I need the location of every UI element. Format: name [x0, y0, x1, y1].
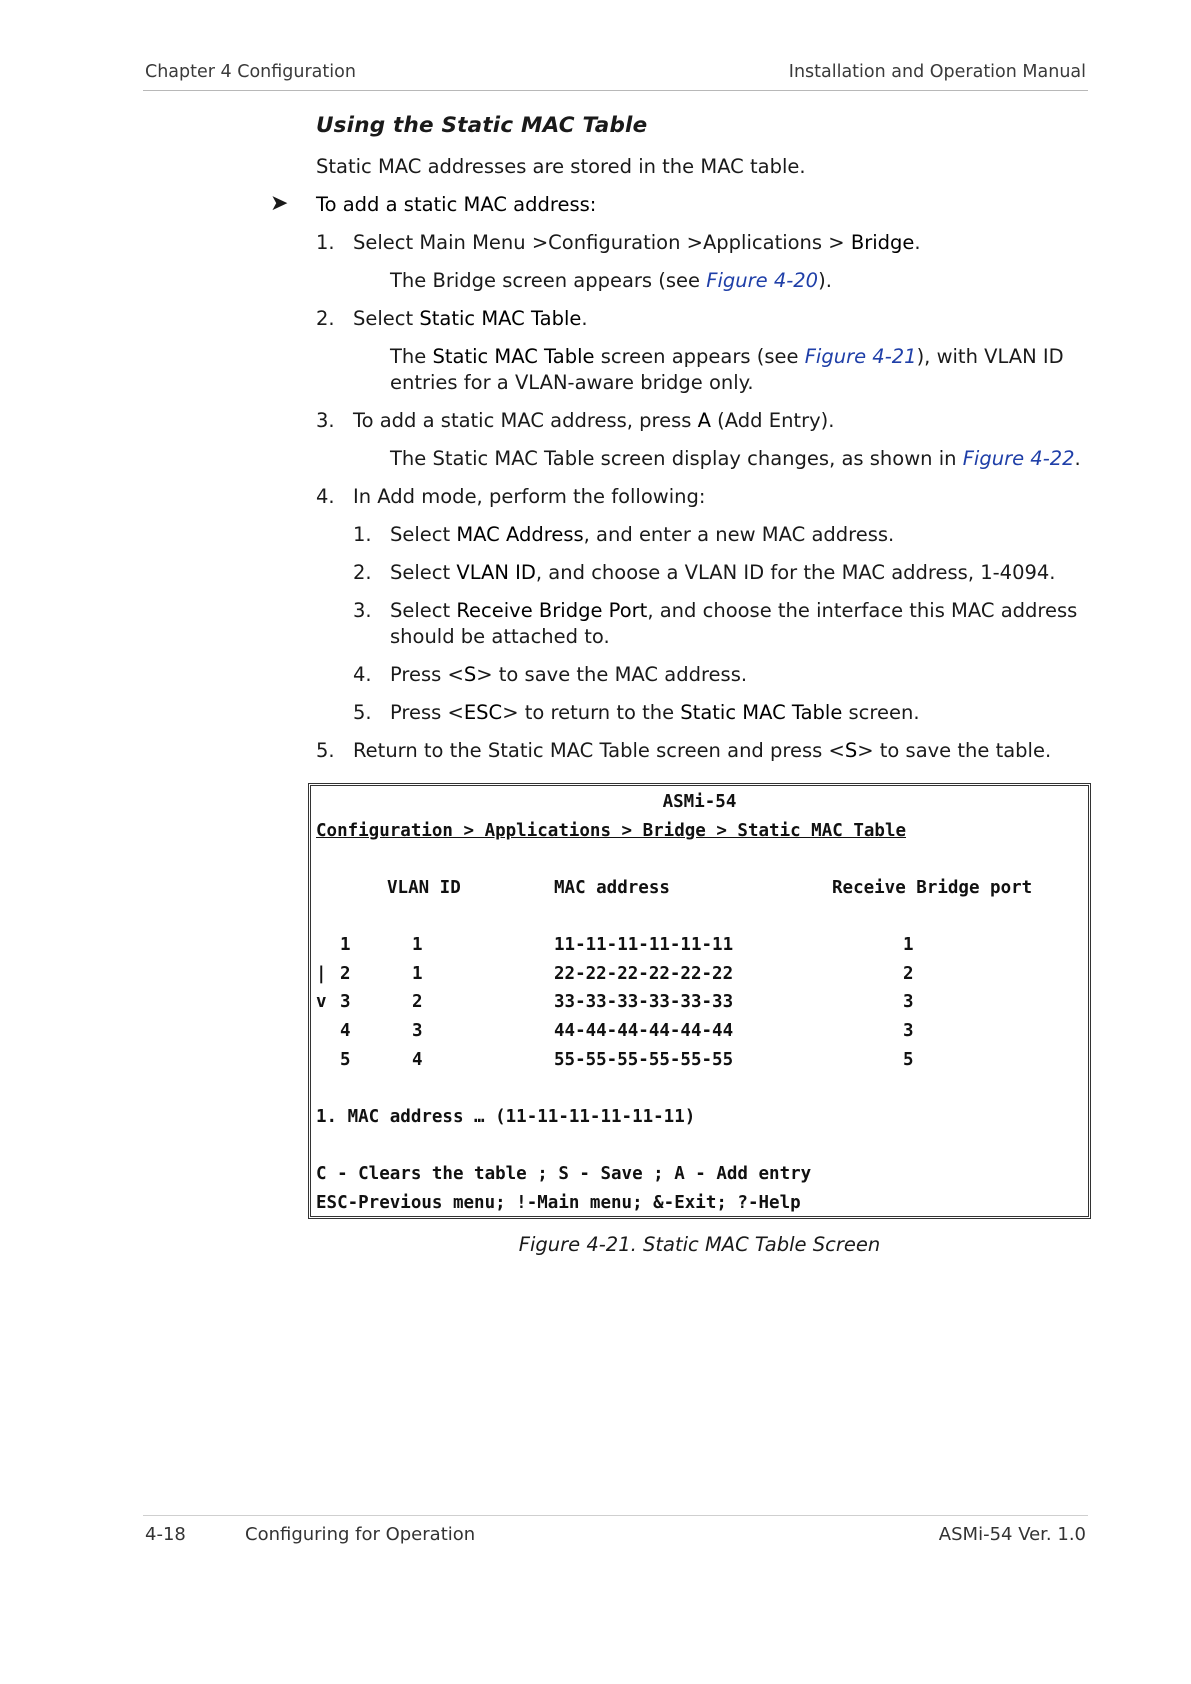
step-text: , and enter a new MAC address. [583, 523, 895, 546]
step-text: Select [390, 523, 457, 546]
screen-breadcrumb: Configuration > Applications > Bridge > Static MAC Table [316, 821, 907, 841]
mac-address-field[interactable]: 1. MAC address … (11-11-11-11-11-11) [316, 1107, 696, 1127]
navigation-line: ESC-Previous menu; !-Main menu; &-Exit; ?-Help [316, 1193, 801, 1213]
substep-4-3 [316, 598, 1096, 650]
step-number: 3. [316, 409, 335, 432]
row-port: 5 [903, 1050, 914, 1070]
row-port: 2 [903, 964, 914, 984]
menu-item-static-mac: Static MAC Table [419, 307, 582, 330]
note-text: screen appears (see [594, 345, 805, 368]
chapter-label: Chapter 4 Configuration [145, 62, 356, 82]
note-text: The [390, 345, 433, 368]
column-header-receive-port: Receive Bridge port [832, 878, 1033, 898]
step-text: . [581, 307, 588, 330]
step-number: 1. [316, 231, 335, 254]
step-text: Select Main Menu >Configuration >Applications > [353, 231, 851, 254]
step-3 [316, 408, 1096, 434]
row-mac: 33-33-33-33-33-33 [554, 992, 734, 1012]
page-number: 4-18 [145, 1524, 186, 1545]
row-vlan: 1 [412, 935, 423, 955]
screen-name: Static MAC Table [432, 345, 595, 368]
row-index: 2 [340, 964, 351, 984]
row-index: 4 [340, 1021, 351, 1041]
procedure-title: To add a static MAC address: [316, 193, 597, 216]
step-text: Press < [390, 701, 464, 724]
manual-title: Installation and Operation Manual [788, 62, 1086, 82]
footer-product: ASMi-54 Ver. 1.0 [938, 1524, 1086, 1545]
row-port: 1 [903, 935, 914, 955]
step-text: Select [353, 307, 420, 330]
substep-number: 5. [353, 701, 372, 724]
scroll-down-icon: v [316, 992, 327, 1012]
row-index: 3 [340, 992, 351, 1012]
step-text: > to save the MAC address. [476, 663, 748, 686]
step-text: Select [390, 599, 457, 622]
row-mac: 55-55-55-55-55-55 [554, 1050, 734, 1070]
note-text: . [1074, 447, 1081, 470]
key-s: S [844, 739, 858, 762]
row-index: 1 [340, 935, 351, 955]
step-text: Select [390, 561, 457, 584]
step-text: Return to the Static MAC Table screen and press < [353, 739, 845, 762]
note-text: The Bridge screen appears (see [390, 269, 707, 292]
substep-number: 3. [353, 599, 372, 622]
menu-item-bridge: Bridge [850, 231, 915, 254]
page-header [143, 62, 1088, 91]
row-vlan: 1 [412, 964, 423, 984]
substep-number: 1. [353, 523, 372, 546]
substep-number: 4. [353, 663, 372, 686]
figure-link-4-22[interactable]: Figure 4-22 [962, 447, 1075, 470]
screen-name: Static MAC Table [680, 701, 843, 724]
substep-4-1 [316, 522, 1096, 548]
row-index: 5 [340, 1050, 351, 1070]
intro-text: Static MAC addresses are stored in the MAC table. [316, 155, 806, 178]
step-2 [316, 306, 1096, 332]
key-s: S [463, 663, 477, 686]
step-number: 5. [316, 739, 335, 762]
substep-number: 2. [353, 561, 372, 584]
step-text: . [914, 231, 921, 254]
scrollbar-track-icon: | [316, 964, 327, 984]
step-1-note [316, 268, 1096, 294]
procedure-heading [270, 191, 1096, 218]
note-text: ), with VLAN ID entries for a VLAN-aware bridge only. [390, 345, 1064, 394]
step-text: , and choose the interface this MAC address should be attached to. [390, 599, 1078, 648]
step-1 [316, 230, 1096, 256]
step-text: In Add mode, perform the following: [353, 485, 706, 508]
substep-4-5 [316, 700, 1096, 726]
figure-link-4-20[interactable]: Figure 4-20 [706, 269, 819, 292]
step-number: 2. [316, 307, 335, 330]
footer-section: Configuring for Operation [245, 1524, 476, 1545]
step-number: 4. [316, 485, 335, 508]
figure-caption: Figure 4-21. Static MAC Table Screen [518, 1233, 881, 1256]
substep-4-4 [316, 662, 1096, 688]
row-vlan: 3 [412, 1021, 423, 1041]
row-port: 3 [903, 992, 914, 1012]
step-3-note [316, 446, 1096, 472]
step-text: Press < [390, 663, 464, 686]
step-4 [316, 484, 1096, 510]
step-2-note [316, 344, 1096, 396]
page-footer [143, 1515, 1088, 1545]
note-text: The Static MAC Table screen display changes, as shown in [390, 447, 963, 470]
field-mac-address: MAC Address [456, 523, 584, 546]
field-receive-bridge-port: Receive Bridge Port [456, 599, 648, 622]
step-text: To add a static MAC address, press [353, 409, 698, 432]
arrow-icon: ➤ [270, 191, 289, 216]
column-header-vlan-id: VLAN ID [387, 878, 461, 898]
substep-4-2 [316, 560, 1096, 586]
command-line: C - Clears the table ; S - Save ; A - Add entry [316, 1164, 812, 1184]
row-vlan: 2 [412, 992, 423, 1012]
step-5 [316, 738, 1096, 764]
screen-title: ASMi-54 [662, 792, 737, 812]
terminal-screen [308, 783, 1091, 1219]
row-mac: 44-44-44-44-44-44 [554, 1021, 734, 1041]
column-header-mac-address: MAC address [554, 878, 670, 898]
note-text: ). [818, 269, 832, 292]
field-vlan-id: VLAN ID [456, 561, 536, 584]
step-text: (Add Entry). [710, 409, 835, 432]
step-text: , and choose a VLAN ID for the MAC address, 1-4094. [535, 561, 1056, 584]
row-vlan: 4 [412, 1050, 423, 1070]
main-content [270, 113, 1096, 776]
key-esc: ESC [463, 701, 503, 724]
row-mac: 22-22-22-22-22-22 [554, 964, 734, 984]
step-text: > to return to the [502, 701, 681, 724]
key-a: A [697, 409, 711, 432]
section-title: Using the Static MAC Table [316, 113, 648, 138]
row-mac: 11-11-11-11-11-11 [554, 935, 734, 955]
step-text: > to save the table. [857, 739, 1052, 762]
row-port: 3 [903, 1021, 914, 1041]
step-text: screen. [842, 701, 920, 724]
figure-link-4-21[interactable]: Figure 4-21 [804, 345, 917, 368]
